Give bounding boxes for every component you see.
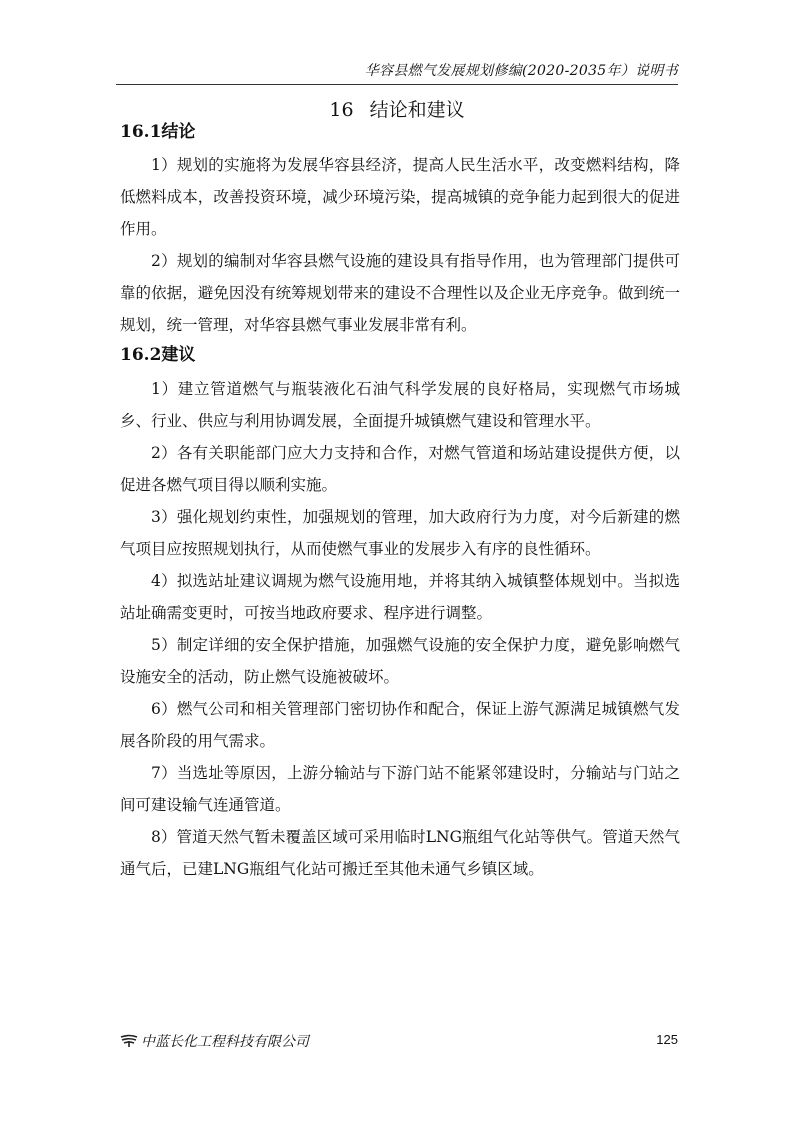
section-heading: 16.1结论 <box>120 122 196 142</box>
section-heading: 16.2建议 <box>120 345 196 365</box>
paragraph: 4）拟选站址建议调规为燃气设施用地，并将其纳入城镇整体规划中。当拟选站址确需变更时，可按当地政府要求、程序进行调整。 <box>120 572 680 622</box>
section-conclusions <box>120 120 680 341</box>
paragraph: 1）建立管道燃气与瓶装液化石油气科学发展的良好格局，实现燃气市场城乡、行业、供应与利用协调发展，全面提升城镇燃气建设和管理水平。 <box>120 380 680 430</box>
chapter-title <box>0 95 794 122</box>
paragraph: 5）制定详细的安全保护措施，加强燃气设施的安全保护力度，避免影响燃气设施安全的活动，防止燃气设施被破坏。 <box>120 636 680 686</box>
paragraph: 3）强化规划约束性，加强规划的管理，加大政府行为力度，对今后新建的燃气项目应按照规划执行，从而使燃气事业的发展步入有序的良性循环。 <box>120 508 680 558</box>
paragraph: 2）规划的编制对华容县燃气设施的建设具有指导作用，也为管理部门提供可靠的依据，避免因没有统筹规划带来的建设不合理性以及企业无序竞争。做到统一规划，统一管理，对华容县燃气事业发展非常有利。 <box>120 252 680 334</box>
company-logo-icon <box>120 1034 138 1048</box>
paragraph: 1）规划的实施将为发展华容县经济，提高人民生活水平，改变燃料结构，降低燃料成本，改善投资环境，减少环境污染，提高城镇的竞争能力起到很大的促进作用。 <box>120 156 680 238</box>
page-footer <box>120 1031 678 1051</box>
paragraph: 8）管道天然气暂未覆盖区域可采用临时LNG瓶组气化站等供气。管道天然气通气后，已建LNG瓶组气化站可搬迁至其他未通气乡镇区域。 <box>120 828 680 878</box>
chapter-title-text: 结论和建议 <box>369 99 465 121</box>
header-divider <box>116 84 678 85</box>
paragraph: 2）各有关职能部门应大力支持和合作，对燃气管道和场站建设提供方便，以促进各燃气项目得以顺利实施。 <box>120 444 680 494</box>
paragraph: 6）燃气公司和相关管理部门密切协作和配合，保证上游气源满足城镇燃气发展各阶段的用气需求。 <box>120 700 680 750</box>
section-suggestions <box>120 343 680 885</box>
document-header-title: 华容县燃气发展规划修编(2020-2035年）说明书 <box>364 63 678 79</box>
company-name: 中蓝长化工程科技有限公司 <box>141 1034 309 1050</box>
chapter-number: 16 <box>329 99 354 121</box>
page-number: 125 <box>656 1032 678 1047</box>
paragraph: 7）当选址等原因，上游分输站与下游门站不能紧邻建设时，分输站与门站之间可建设输气连通管道。 <box>120 764 680 814</box>
footer-company <box>120 1031 309 1051</box>
